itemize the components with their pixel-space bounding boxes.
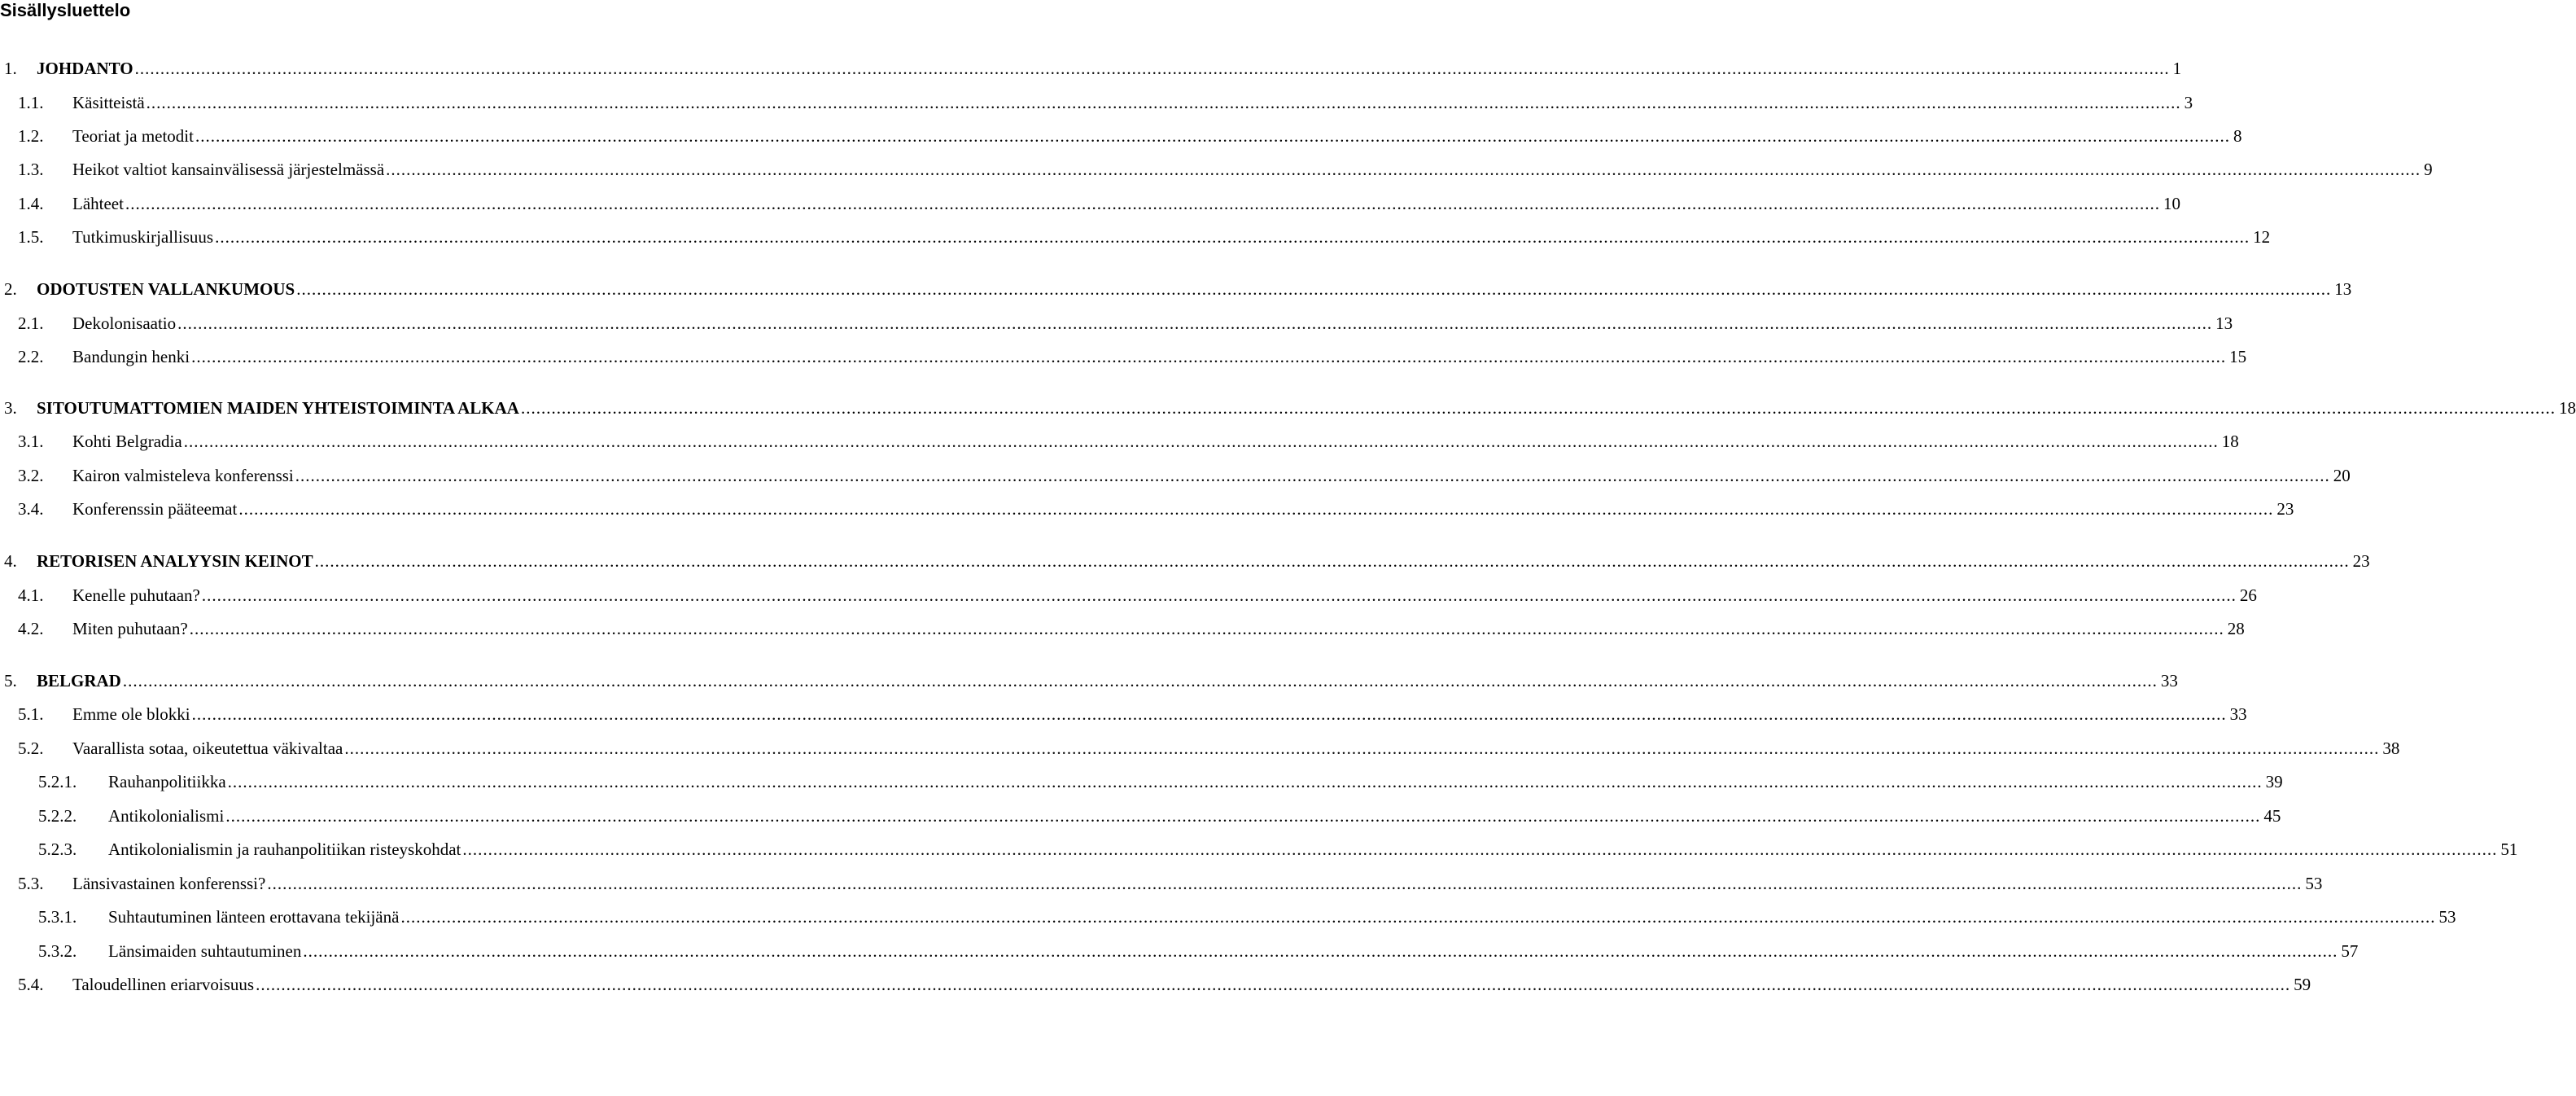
toc-entry-number: 5.2. <box>18 739 44 758</box>
dot-leader: ................................................................................................................................................................................................................................................................................................................................................................................................................ <box>462 840 2498 859</box>
toc-entry-number: 1.3. <box>18 160 44 179</box>
toc-entry[interactable] <box>0 737 2400 760</box>
toc-entry[interactable] <box>0 940 2359 962</box>
dot-leader: ................................................................................................................................................................................................................................................................................................................................................................................................................ <box>400 907 2436 927</box>
toc-entry-page-number: 9 <box>2421 158 2433 181</box>
toc-entry-page-number: 13 <box>2212 312 2233 335</box>
toc-entry-number: 2.2. <box>18 347 44 366</box>
toc-entry[interactable] <box>0 770 2283 793</box>
toc-entry[interactable] <box>0 838 2518 861</box>
toc-entry-title: JOHDANTO <box>37 59 133 78</box>
toc-entry-page-number: 18 <box>2556 397 2576 419</box>
page-title: Sisällysluettelo <box>0 0 131 20</box>
toc-entry-number: 5.2.1. <box>38 772 77 791</box>
toc-entry-page-number: 39 <box>2263 770 2283 793</box>
toc-entry[interactable] <box>0 464 2351 487</box>
toc-entry-page-number: 10 <box>2160 192 2180 215</box>
toc-entry-number: 5.2.3. <box>38 840 77 859</box>
toc-entry-number: 5.1. <box>18 704 44 724</box>
toc-entry-page-number: 26 <box>2237 584 2257 607</box>
dot-leader: ................................................................................................................................................................................................................................................................................................................................................................................................................ <box>225 806 2261 826</box>
dot-leader: ................................................................................................................................................................................................................................................................................................................................................................................................................ <box>296 279 2332 299</box>
toc-entry-page-number: 18 <box>2219 430 2239 453</box>
toc-entry-page-number: 15 <box>2226 345 2246 368</box>
toc-entry-number: 3.1. <box>18 432 44 451</box>
toc-entry[interactable] <box>0 703 2247 726</box>
toc-entry-title: Konferenssin pääteemat <box>72 499 238 519</box>
toc-entry-number: 2. <box>4 279 17 299</box>
toc-entry-title: Länsimaiden suhtautuminen <box>108 941 302 961</box>
toc-entry-page-number: 23 <box>2350 550 2370 572</box>
toc-entry-title: Antikolonialismi <box>108 806 225 826</box>
toc-entry-title: Heikot valtiot kansainvälisessä järjestelmässä <box>72 160 385 179</box>
toc-entry-page-number: 53 <box>2302 872 2322 895</box>
toc-entry[interactable] <box>0 430 2239 453</box>
toc-entry-number: 5.3.1. <box>38 907 77 927</box>
dot-leader: ................................................................................................................................................................................................................................................................................................................................................................................................................ <box>183 432 2219 451</box>
toc-entry-title: Rauhanpolitiikka <box>108 772 226 791</box>
dot-leader: ................................................................................................................................................................................................................................................................................................................................................................................................................ <box>146 93 2181 112</box>
dot-leader: ................................................................................................................................................................................................................................................................................................................................................................................................................ <box>520 398 2556 418</box>
toc-entry[interactable] <box>0 973 2311 996</box>
toc-entry-number: 1.2. <box>18 126 44 146</box>
toc-entry-title: Dekolonisaatio <box>72 313 177 333</box>
dot-leader: ................................................................................................................................................................................................................................................................................................................................................................................................................ <box>201 585 2237 605</box>
toc-entry-page-number: 13 <box>2331 278 2351 300</box>
toc-entry-page-number: 23 <box>2273 498 2294 520</box>
dot-leader: ................................................................................................................................................................................................................................................................................................................................................................................................................ <box>386 160 2421 179</box>
toc-entry-number: 5. <box>4 671 17 690</box>
toc-entry-title: Kairon valmisteleva konferenssi <box>72 466 294 485</box>
toc-entry-title: SITOUTUMATTOMIEN MAIDEN YHTEISTOIMINTA ALKAA <box>37 398 519 418</box>
toc-entry-page-number: 20 <box>2330 464 2351 487</box>
toc-entry-title: Miten puhutaan? <box>72 619 188 638</box>
dot-leader: ................................................................................................................................................................................................................................................................................................................................................................................................................ <box>191 704 2227 724</box>
toc-entry[interactable] <box>0 57 2182 80</box>
toc-entry-page-number: 57 <box>2338 940 2358 962</box>
dot-leader: ................................................................................................................................................................................................................................................................................................................................................................................................................ <box>122 671 2158 690</box>
toc-entry[interactable] <box>0 278 2352 300</box>
toc-entry-page-number: 51 <box>2497 838 2517 861</box>
toc-entry[interactable] <box>0 550 2370 572</box>
toc-entry-number: 4.1. <box>18 585 44 605</box>
dot-leader: ................................................................................................................................................................................................................................................................................................................................................................................................................ <box>125 194 2160 213</box>
toc-entry[interactable] <box>0 158 2433 181</box>
toc-entry-number: 3. <box>4 398 17 418</box>
dot-leader: ................................................................................................................................................................................................................................................................................................................................................................................................................ <box>256 975 2291 994</box>
toc-entry[interactable] <box>0 872 2323 895</box>
toc-entry[interactable] <box>0 91 2193 114</box>
toc-entry[interactable] <box>0 804 2281 827</box>
toc-entry[interactable] <box>0 192 2180 215</box>
toc-entry-title: Tutkimuskirjallisuus <box>72 227 214 247</box>
toc-entry-title: Kenelle puhutaan? <box>72 585 200 605</box>
toc-entry[interactable] <box>0 312 2233 335</box>
toc-entry[interactable] <box>0 669 2178 692</box>
toc-entry-page-number: 3 <box>2181 91 2193 114</box>
dot-leader: ................................................................................................................................................................................................................................................................................................................................................................................................................ <box>177 313 2213 333</box>
toc-entry[interactable] <box>0 345 2247 368</box>
toc-entry[interactable] <box>0 905 2456 928</box>
toc-entry[interactable] <box>0 125 2242 147</box>
toc-entry-page-number: 33 <box>2158 669 2178 692</box>
toc-entry-page-number: 28 <box>2224 617 2245 640</box>
dot-leader: ................................................................................................................................................................................................................................................................................................................................................................................................................ <box>314 551 2350 571</box>
toc-entry-title: Taloudellinen eriarvoisuus <box>72 975 255 994</box>
toc-entry[interactable] <box>0 226 2271 248</box>
toc-entry-number: 5.3. <box>18 874 44 893</box>
dot-leader: ................................................................................................................................................................................................................................................................................................................................................................................................................ <box>134 59 2170 78</box>
toc-entry-page-number: 33 <box>2227 703 2247 726</box>
dot-leader: ................................................................................................................................................................................................................................................................................................................................................................................................................ <box>344 739 2380 758</box>
toc-entry-page-number: 45 <box>2260 804 2281 827</box>
dot-leader: ................................................................................................................................................................................................................................................................................................................................................................................................................ <box>238 499 2274 519</box>
toc-entry-number: 1.4. <box>18 194 44 213</box>
toc-entry-page-number: 38 <box>2379 737 2399 760</box>
dot-leader: ................................................................................................................................................................................................................................................................................................................................................................................................................ <box>303 941 2338 961</box>
dot-leader: ................................................................................................................................................................................................................................................................................................................................................................................................................ <box>295 466 2330 485</box>
dot-leader: ................................................................................................................................................................................................................................................................................................................................................................................................................ <box>191 347 2227 366</box>
toc-entry-number: 1. <box>4 59 17 78</box>
toc-entry-number: 3.4. <box>18 499 44 519</box>
toc-entry-page-number: 12 <box>2250 226 2270 248</box>
toc-entry-title: Emme ole blokki <box>72 704 190 724</box>
toc-entry-page-number: 53 <box>2435 905 2456 928</box>
toc-entry-title: Käsitteistä <box>72 93 145 112</box>
toc-entry-number: 5.3.2. <box>38 941 77 961</box>
dot-leader: ................................................................................................................................................................................................................................................................................................................................................................................................................ <box>215 227 2250 247</box>
toc-entry-page-number: 59 <box>2290 973 2311 996</box>
toc-entry-title: Bandungin henki <box>72 347 190 366</box>
toc-entry[interactable] <box>0 397 2576 419</box>
toc-entry-page-number: 8 <box>2230 125 2242 147</box>
toc-entry-page-number: 1 <box>2170 57 2182 80</box>
toc-entry-title: Teoriat ja metodit <box>72 126 194 146</box>
toc-entry-title: BELGRAD <box>37 671 121 690</box>
toc-entry-title: Suhtautuminen länteen erottavana tekijänä <box>108 907 400 927</box>
toc-entry-number: 2.1. <box>18 313 44 333</box>
toc-entry-number: 1.5. <box>18 227 44 247</box>
toc-entry[interactable] <box>0 498 2294 520</box>
dot-leader: ................................................................................................................................................................................................................................................................................................................................................................................................................ <box>189 619 2224 638</box>
toc-entry[interactable] <box>0 617 2245 640</box>
toc-entry-number: 4. <box>4 551 17 571</box>
toc-entry-number: 1.1. <box>18 93 44 112</box>
toc-entry-title: Vaarallista sotaa, oikeutettua väkivaltaa <box>72 739 343 758</box>
dot-leader: ................................................................................................................................................................................................................................................................................................................................................................................................................ <box>267 874 2303 893</box>
toc-entry-title: Antikolonialismin ja rauhanpolitiikan risteyskohdat <box>108 840 461 859</box>
toc-entry-title: Lähteet <box>72 194 124 213</box>
toc-entry-title: ODOTUSTEN VALLANKUMOUS <box>37 279 295 299</box>
toc-entry-number: 3.2. <box>18 466 44 485</box>
dot-leader: ................................................................................................................................................................................................................................................................................................................................................................................................................ <box>195 126 2230 146</box>
toc-entry-number: 5.4. <box>18 975 44 994</box>
toc-entry-title: RETORISEN ANALYYSIN KEINOT <box>37 551 313 571</box>
toc-entry-title: Länsivastainen konferenssi? <box>72 874 266 893</box>
dot-leader: ................................................................................................................................................................................................................................................................................................................................................................................................................ <box>227 772 2263 791</box>
toc-entry-number: 4.2. <box>18 619 44 638</box>
toc-entry-number: 5.2.2. <box>38 806 77 826</box>
toc-entry-title: Kohti Belgradia <box>72 432 182 451</box>
toc-entry[interactable] <box>0 584 2257 607</box>
